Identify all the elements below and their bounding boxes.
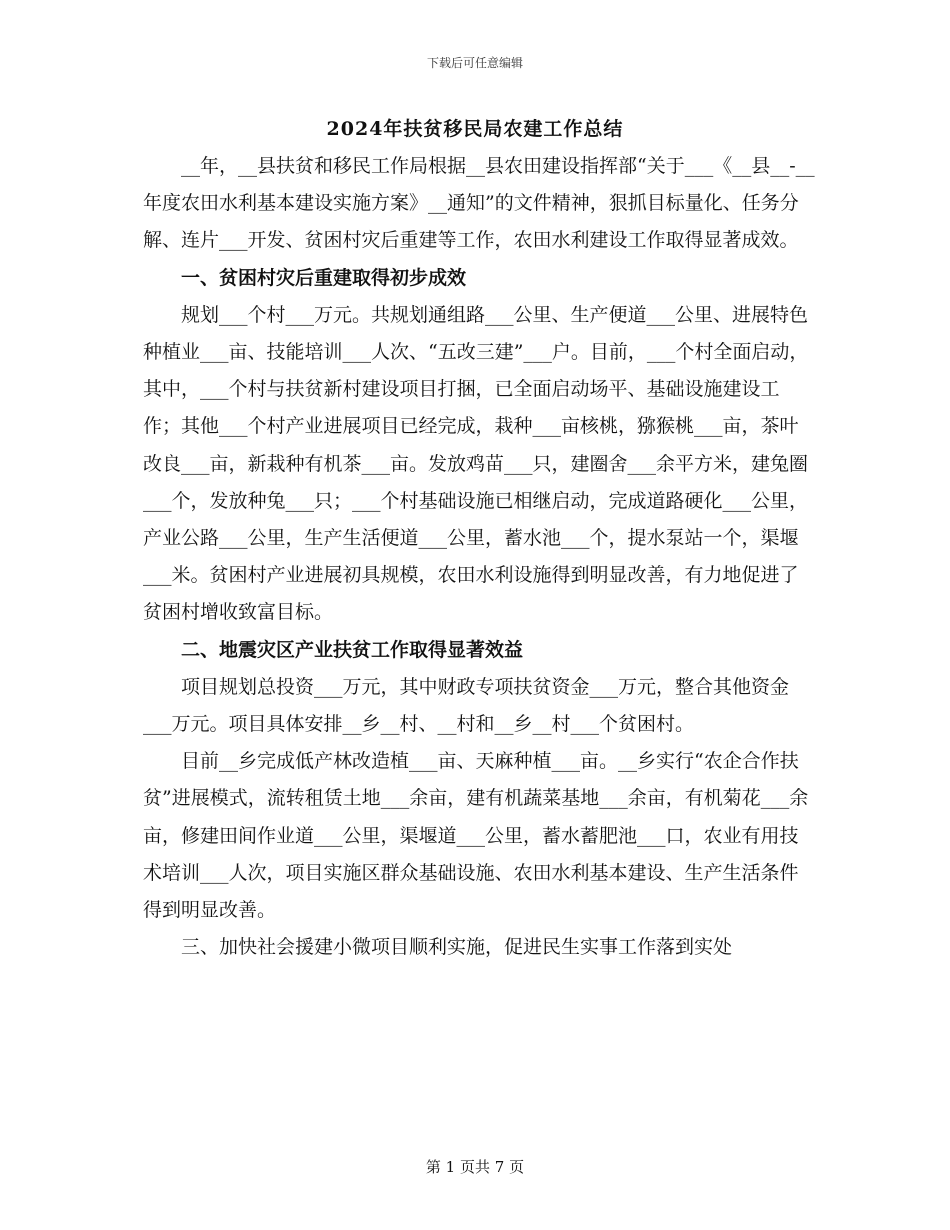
page-number: 第 1 页共 7 页 bbox=[425, 1158, 525, 1176]
intro-paragraph: __年，__县扶贫和移民工作局根据__县农田建设指挥部“关于___《__县__-__年度农田水利基本建设实施方案》__通知”的文件精神，狠抓目标量化、任务分解、连片___开发、贫困村灾后重建等工作，农田水利建设工作取得显著成效。 bbox=[143, 155, 815, 252]
section-1-heading: 一、贫困村灾后重建取得初步成效 bbox=[181, 266, 467, 289]
document-body bbox=[143, 148, 815, 966]
header-note: 下载后可任意编辑 bbox=[426, 56, 523, 70]
section-2-paragraph-1: 项目规划总投资___万元，其中财政专项扶贫资金___万元，整合其他资金___万元。项目具体安排__乡__村、__村和__乡__村___个贫困村。 bbox=[143, 675, 790, 736]
section-2-paragraph-2: 目前__乡完成低产林改造植___亩、天麻种植___亩。__乡实行“农企合作扶贫”进展模式，流转租赁土地___余亩，建有机蔬菜基地___余亩，有机菊花___余亩，修建田间作业道___公里，渠堰道___公里，蓄水蓄肥池___口，农业有用技术培训___人次，项目实施区群众基础设施、农田水利基本建设、生产生活条件得到明显改善。 bbox=[143, 750, 809, 922]
document-title: 2024年扶贫移民局农建工作总结 bbox=[326, 118, 624, 140]
section-2-heading: 二、地震灾区产业扶贫工作取得显著效益 bbox=[181, 638, 524, 661]
section-3-heading: 三、加快社会援建小微项目顺利实施，促进民生实事工作落到实处 bbox=[181, 936, 733, 959]
section-1-paragraph: 规划___个村___万元。共规划通组路___公里、生产便道___公里、进展特色种植业___亩、技能培训___人次、“五改三建”___户。目前，___个村全面启动，其中，___个村与扶贫新村建设项目打捆，已全面启动场平、基础设施建设工作；其他___个村产业进展项目已经完成，栽种___亩核桃，猕猴桃___亩，茶叶改良___亩，新栽种有机茶___亩。发放鸡苗___只，建圈舍___余平方米，建兔圈___个，发放种兔___只；___个村基础设施已相继启动，完成道路硬化___公里，产业公路___公里，生产生活便道___公里，蓄水池___个，提水泵站一个，渠堰___米。贫困村产业进展初具规模，农田水利设施得到明显改善，有力地促进了贫困村增收致富目标。 bbox=[143, 303, 809, 624]
